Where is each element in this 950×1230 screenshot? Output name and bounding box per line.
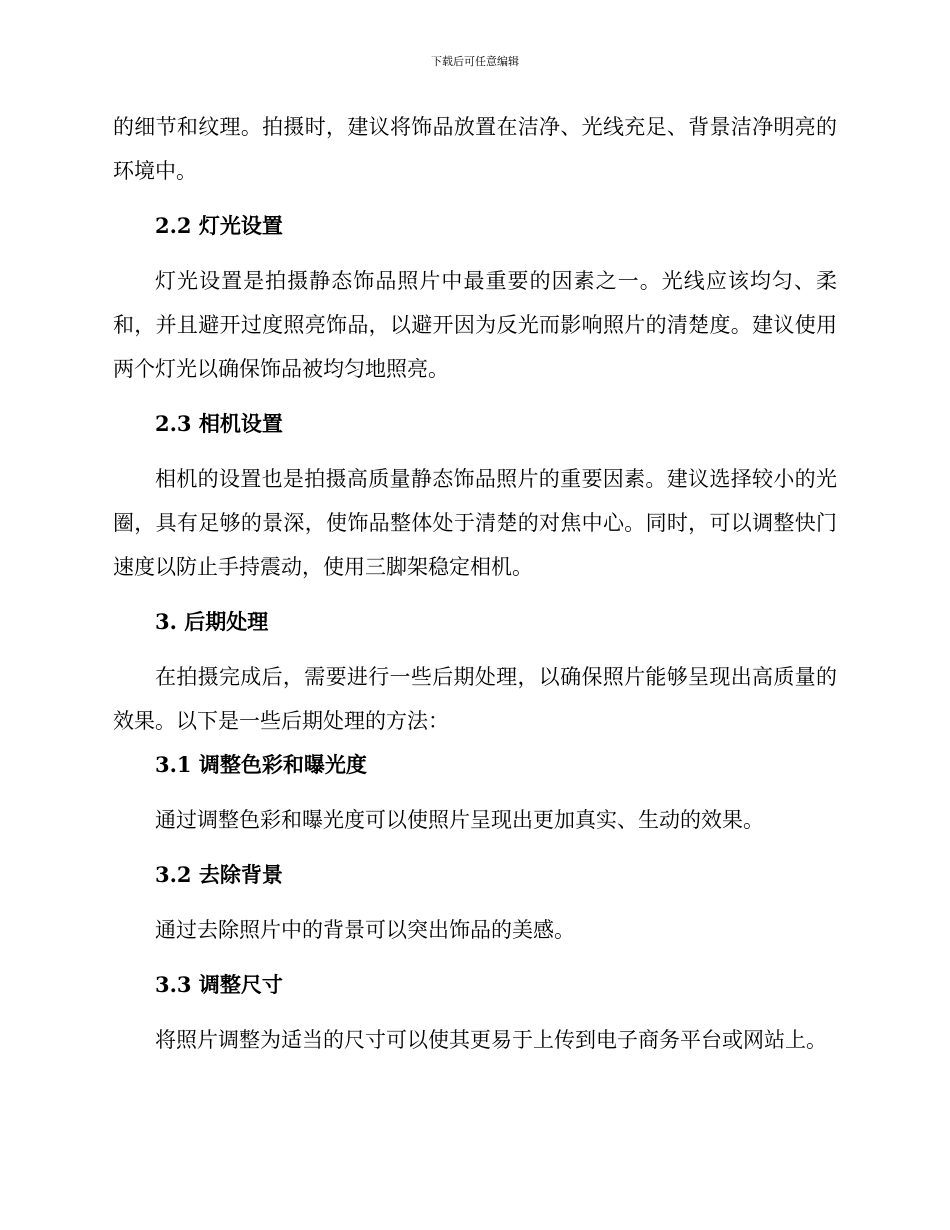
paragraph-color-exposure: 通过调整色彩和曝光度可以使照片呈现出更加真实、生动的效果。 [155, 808, 764, 832]
paragraph-resize: 将照片调整为适当的尺寸可以使其更易于上传到电子商务平台或网站上。 [155, 1028, 827, 1052]
section-heading-3-1: 3.1 调整色彩和曝光度 [155, 752, 367, 777]
section-heading-3: 3. 后期处理 [155, 609, 269, 634]
page-header: 下载后可任意编辑 [431, 55, 519, 68]
document-body [113, 105, 837, 1062]
section-heading-2-2: 2.2 灯光设置 [155, 213, 283, 238]
section-heading-3-2: 3.2 去除背景 [155, 862, 283, 887]
paragraph-post-processing: 在拍摄完成后，需要进行一些后期处理，以确保照片能够呈现出高质量的效果。以下是一些后期处理的方法： [113, 665, 837, 733]
section-heading-2-3: 2.3 相机设置 [155, 411, 283, 436]
paragraph-camera: 相机的设置也是拍摄高质量静态饰品照片的重要因素。建议选择较小的光圈，具有足够的景深，使饰品整体处于清楚的对焦中心。同时，可以调整快门速度以防止手持震动，使用三脚架稳定相机。 [113, 467, 837, 579]
paragraph-lighting: 灯光设置是拍摄静态饰品照片中最重要的因素之一。光线应该均匀、柔和，并且避开过度照亮饰品，以避开因为反光而影响照片的清楚度。建议使用两个灯光以确保饰品被均匀地照亮。 [113, 269, 837, 381]
section-heading-3-3: 3.3 调整尺寸 [155, 972, 283, 997]
paragraph-remove-background: 通过去除照片中的背景可以突出饰品的美感。 [155, 918, 575, 942]
paragraph-continuation: 的细节和纹理。拍摄时，建议将饰品放置在洁净、光线充足、背景洁净明亮的环境中。 [113, 115, 837, 183]
